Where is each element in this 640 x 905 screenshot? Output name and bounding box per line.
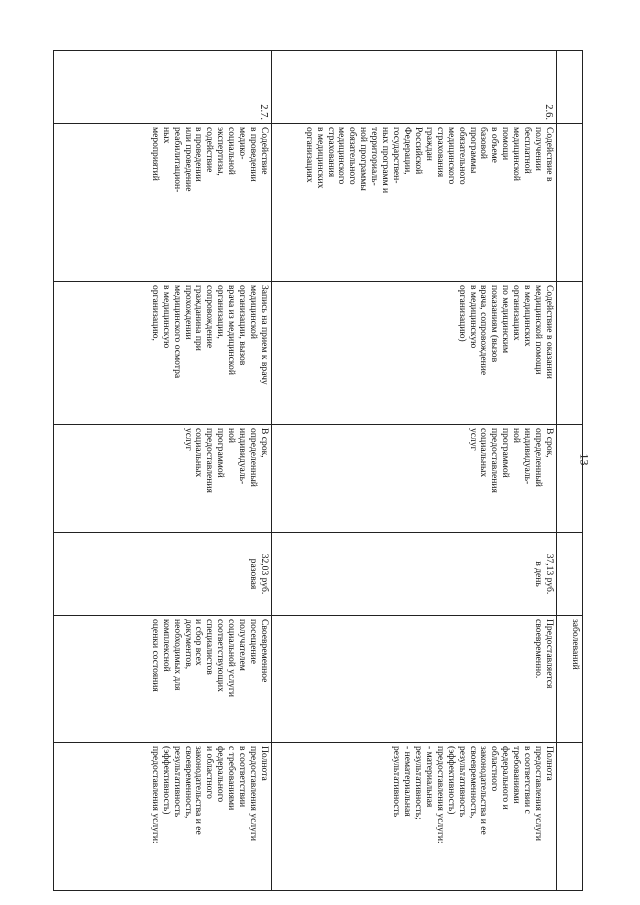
quality-indicators: Своевременное посещение получателем социальной услуги соответствующих специалистов и сбор всех документов, необходимых для комплексной оценки состояния [54,616,272,743]
service-name: Содействие в проведении медико- социальной экспертизы, содействие в проведении или проведение реабилитацион- ных мероприятий [54,124,272,282]
services-table-wrapper [53,50,583,890]
quality-indicators: Предоставляется своевременно. [272,616,557,743]
row-number: 2.6. [272,51,557,124]
table-row [54,51,272,891]
cell-content [557,282,583,425]
cell-service [557,124,583,282]
service-price [54,533,272,616]
service-term: В срок, определенный индивидуаль- ной программой предоставления социальных услуг [272,425,557,533]
cell-price [557,533,583,616]
service-content: Запись на прием к врачу медицинской организации, вызов врача из медицинской организации, сопровождение гражданина при прохождении медицинского осмотра в медицинскую организацию, [54,282,272,425]
service-name: Содействие в получении бесплатной медицинской помощи в объеме базовой программы обязательного медицинского страхования граждан Российской Федерации, государствен- ных программ и территориаль- ной программы обязательного медицинского страхования в медицинских организациях [272,124,557,282]
services-table [53,50,583,891]
cell-num [557,51,583,124]
price-value: 37,13 руб. [544,553,555,595]
price-unit: разовая [248,558,260,590]
cell-indicators: заболеваний [557,616,583,743]
price-value: 32,03 руб. [259,553,270,595]
cell-term [557,425,583,533]
row-number: 2.7. [54,51,272,124]
service-term: В срок, определенный индивидуаль- ной программой предоставления социальных услуг [54,425,272,533]
quality-evaluation: Полнота предоставления услуги в соответствии с требованиями федерального и областного законодательства и ее своевременность, результативность (эффективность) предоставления услуги: - материальная результативность; - нематериальная результативность [272,743,557,891]
price-unit: в день [533,561,545,587]
page-number: 13 [577,453,592,466]
table-row-continuation [557,51,583,891]
quality-evaluation: Полнота предоставления услуги в соответствии с требованиями федерального и областного законодательства и ее своевременность, результативность (эффективность) предоставления услуги: [54,743,272,891]
cell-evaluation [557,743,583,891]
service-content: Содействие в оказании медицинской помощи в медицинских организациях по медицинским показаниям (вызов врача, сопровождение в медицинскую организацию) [272,282,557,425]
table-row [272,51,557,891]
service-price [272,533,557,616]
